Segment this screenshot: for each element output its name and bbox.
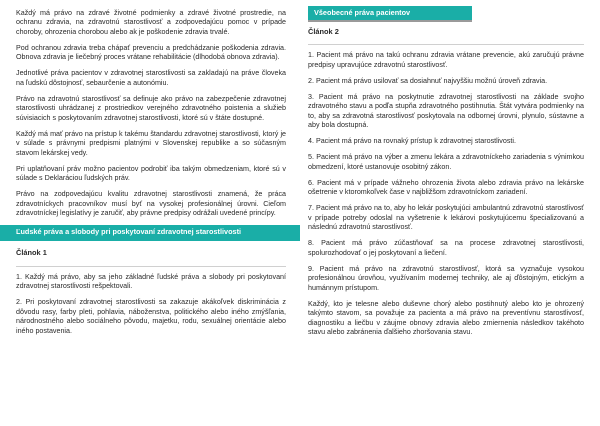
article-paragraph: 1. Pacient má právo na takú ochranu zdravia vrátane prevencie, akú zaručujú právne predpisy upravujúce zdravotnú starostlivosť.: [308, 51, 584, 69]
intro-paragraph: Právo na zdravotnú starostlivosť sa definuje ako právo na zabezpečenie zdravotnej starostlivosti uhrádzanej z prostriedkov verejného zdravotného poistenia a služieb súvisiacich s poskytovaním zdravotnej starostlivosti, ktoré sú v štáte dostupné.: [16, 94, 286, 122]
intro-paragraph: Pod ochranou zdravia treba chápať prevenciu a predchádzanie poškodenia zdravia. Obnova zdravia je liečebný proces vrátane rehabilitácie (dlhodobá obnova zdravia).: [16, 43, 286, 62]
divider: [16, 266, 286, 267]
article-paragraph: 9. Pacient má právo na zdravotnú starostlivosť, ktorá sa vyznačuje vysokou profesionálnou úrovňou, využívaním modernej techniky, ale aj ďôstojným, etickým a humánnym prístupom.: [308, 264, 584, 292]
section-banner-human-rights: Ľudské práva a slobody pri poskytovaní zdravotnej starostlivosti: [0, 225, 300, 241]
article-paragraph: 4. Pacient má právo na rovnaký prístup k zdravotnej starostlivosti.: [308, 137, 516, 146]
closing-paragraph: Každý, kto je telesne alebo duševne chorý alebo postihnutý alebo kto je ohrozený takýmto stavom, sa považuje za pacienta a má právo na preventívnu starostlivosť, diagnostiku a liečbu v záujme obnovy zdravia alebo zmiernenia následkov takéhoto stavu alebo zabránenia ďalšieho zhoršovania stavu.: [308, 299, 584, 337]
article-paragraph: 2. Pacient má právo usilovať sa dosiahnuť najvyššiu možnú úroveň zdravia.: [308, 76, 548, 85]
intro-paragraph: Každý má právo na zdravé životné podmienky a zdravé životné prostredie, na ochranu zdravia, na zdravotnú starostlivosť a zodpovedajúcu pomoc v prípade choroby, ohrozenia chorobou alebo ak je poškodenie zdravia trvalé.: [16, 9, 286, 36]
intro-paragraph: Právo na zodpovedajúcu kvalitu zdravotnej starostlivosti znamená, že práca zdravotníckych pracovníkov musí byť na vysokej profesionálnej úrovni. Cieľom zdravotníckej legislatívy je zaručiť, aby právne predpisy odrážali uvedené princípy.: [16, 190, 286, 218]
article-paragraph: 8. Pacient má právo zúčastňovať sa na procese zdravotnej starostlivosti, spolurozhodovať o jej poskytovaní a liečení.: [308, 239, 584, 257]
article-paragraph: 2. Pri poskytovaní zdravotnej starostlivosti sa zakazuje akákoľvek diskriminácia z dôvodu rasy, farby pleti, pohlavia, náboženstva, politického alebo iného zmýšľania, národnostného alebo sociálneho pôvodu, majetku, rodu, sexuálnej orientácie alebo iného postavenia.: [16, 298, 286, 335]
intro-paragraph: Jednotlivé práva pacientov v zdravotnej starostlivosti sa zakladajú na práve človeka na ľudskú dôstojnosť, sebaurčenie a autonómiu.: [16, 69, 286, 87]
article-title: Článok 1: [16, 248, 47, 258]
divider: [308, 44, 584, 45]
intro-paragraph: Každý má mať právo na prístup k takému štandardu zdravotnej starostlivosti, ktorý je v súlade s právnymi predpismi platnými v Slovenskej republike a so súčasným stavom lekárskej vedy.: [16, 129, 286, 157]
intro-paragraph: Pri uplatňovaní práv možno pacientov podrobiť iba takým obmedzeniam, ktoré sú v súlade s Deklaráciou ľudských práv.: [16, 164, 286, 183]
article-paragraph: 6. Pacient má v prípade vážneho ohrozenia života alebo zdravia právo na lekárske ošetrenie v ktoromkoľvek čase v najbližšom zdravotníckom zariadení.: [308, 178, 584, 197]
section-banner-patient-rights: Všeobecné práva pacientov: [308, 6, 472, 22]
left-column: [16, 0, 286, 343]
article-paragraph: 5. Pacient má právo na výber a zmenu lekára a zdravotníckeho zariadenia s výnimkou obmedzení, ktoré ustanovuje osobitný zákon.: [308, 153, 584, 171]
article-paragraph: 3. Pacient má právo na poskytnutie zdravotnej starostlivosti na základe svojho zdravotného stavu a podľa stupňa zdravotného postihnutia. Štát vytvára podmienky na to, aby sa zdravotná starostlivosť poskytovala na odbornej úrovni, plynulo, sústavne a aby bola dostupná.: [308, 93, 584, 130]
right-column: [308, 0, 584, 344]
article-paragraph: 1. Každý má právo, aby sa jeho základné ľudské práva a slobody pri poskytovaní zdravotnej starostlivosti rešpektovali.: [16, 272, 286, 291]
article-title: Článok 2: [308, 27, 339, 36]
article-paragraph: 7. Pacient má právo na to, aby ho lekár poskytujúci ambulantnú zdravotnú starostlivosť v prípade potreby odoslal na vyšetrenie k lekárovi poskytujúcemu špecializovanú a následnú zdravotnú starostlivosť.: [308, 204, 584, 232]
